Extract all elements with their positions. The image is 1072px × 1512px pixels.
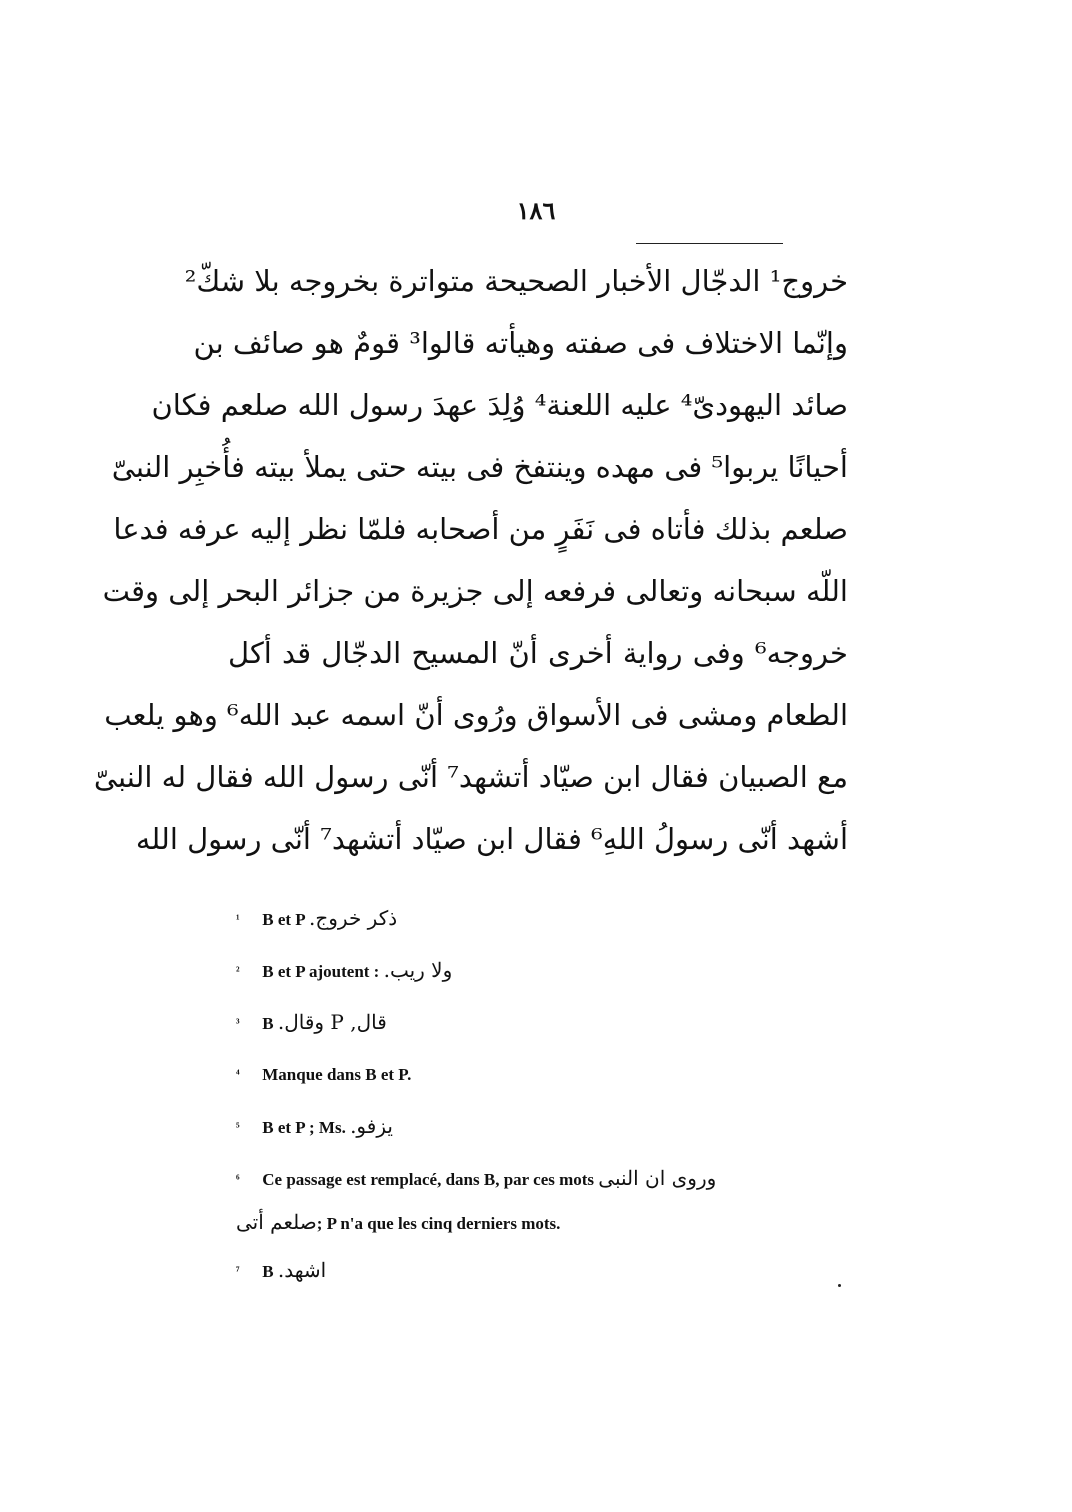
page-number: ١٨٦ <box>516 196 556 225</box>
text-line: مع الصبيان فقال ابن صيّاد أتشهد⁷ أنّى رسول الله فقال له النبىّ <box>93 760 848 794</box>
footnote-mark: ⁷ <box>236 1264 240 1278</box>
text-line: خروج¹ الدجّال الأخبار الصحيحة متواترة بخروجه بلا شكّ² <box>184 264 848 298</box>
footnote <box>236 996 848 1048</box>
footnote-arabic: ذكر خروج. <box>309 906 398 930</box>
footnote <box>236 1152 848 1204</box>
footnote-arabic: يزفو. <box>350 1114 393 1138</box>
footnotes <box>236 892 848 1296</box>
footnote-text: B et P ajoutent : <box>262 962 380 981</box>
footnote <box>236 892 848 944</box>
footnote-text: Ce passage est remplacé, dans B, par ces mots <box>262 1170 595 1189</box>
footnote-text: ; P n'a que les cinq derniers mots. <box>316 1214 561 1233</box>
footnote-text: B <box>262 1014 274 1033</box>
text-line: اللّه سبحانه وتعالى فرفعه إلى جزيرة من جزائر البحر إلى وقت <box>102 574 848 608</box>
footnote-arabic: اشهد. <box>277 1258 327 1282</box>
stray-dot <box>838 1284 841 1287</box>
text-line: صائد اليهودىّ⁴ عليه اللعنة⁴ وُلِدَ عهدَ رسول الله صلعم فكان <box>151 388 848 422</box>
header-rule <box>636 243 783 244</box>
footnote <box>236 1100 848 1152</box>
text-line: الطعام ومشى فى الأسواق ورُوى أنّ اسمه عبد الله⁶ وهو يلعب <box>104 698 848 732</box>
footnote-mark: ¹ <box>236 912 240 926</box>
text-line: أشهد أنّى رسولُ اللهِ⁶ فقال ابن صيّاد أتشهد⁷ أنّى رسول الله <box>135 822 848 856</box>
footnote-mark: ⁵ <box>236 1120 240 1134</box>
footnote-arabic: قال, P وقال. <box>277 1010 387 1034</box>
footnote-text: B <box>262 1262 274 1281</box>
footnote <box>236 1244 848 1296</box>
footnote-arabic: وروى ان النبى <box>598 1166 717 1190</box>
footnote-mark: ⁶ <box>236 1172 240 1186</box>
footnote-continuation <box>236 1200 848 1244</box>
footnote-mark: ⁴ <box>236 1067 240 1081</box>
footnote-mark: ² <box>236 964 240 978</box>
footnote <box>236 1048 848 1100</box>
text-line: خروجه⁶ وفى رواية أخرى أنّ المسيح الدجّال قد أكل <box>228 636 848 670</box>
body-text <box>93 250 848 870</box>
text-line: أحيانًا يربوا⁵ فى مهده وينتفخ فى بيته حتى يملأ بيته فأُخبِر النبىّ <box>111 450 848 484</box>
footnote-arabic: ولا ريب. <box>383 958 453 982</box>
text-line: وإنّما الاختلاف فى صفته وهيأته قالوا³ قومٌ هو صائف بن <box>193 326 848 360</box>
text-line: صلعم بذلك فأتاه فى نَفَرٍ من أصحابه فلمّا نظر إليه عرفه فدعا <box>113 512 848 546</box>
footnote-text: B et P <box>262 910 305 929</box>
footnote <box>236 944 848 996</box>
footnote-text: B et P ; Ms. <box>262 1118 346 1137</box>
footnote-mark: ³ <box>236 1016 240 1030</box>
footnote-arabic: صلعم أتى <box>236 1210 317 1234</box>
footnote-text: Manque dans B et P. <box>262 1065 412 1084</box>
